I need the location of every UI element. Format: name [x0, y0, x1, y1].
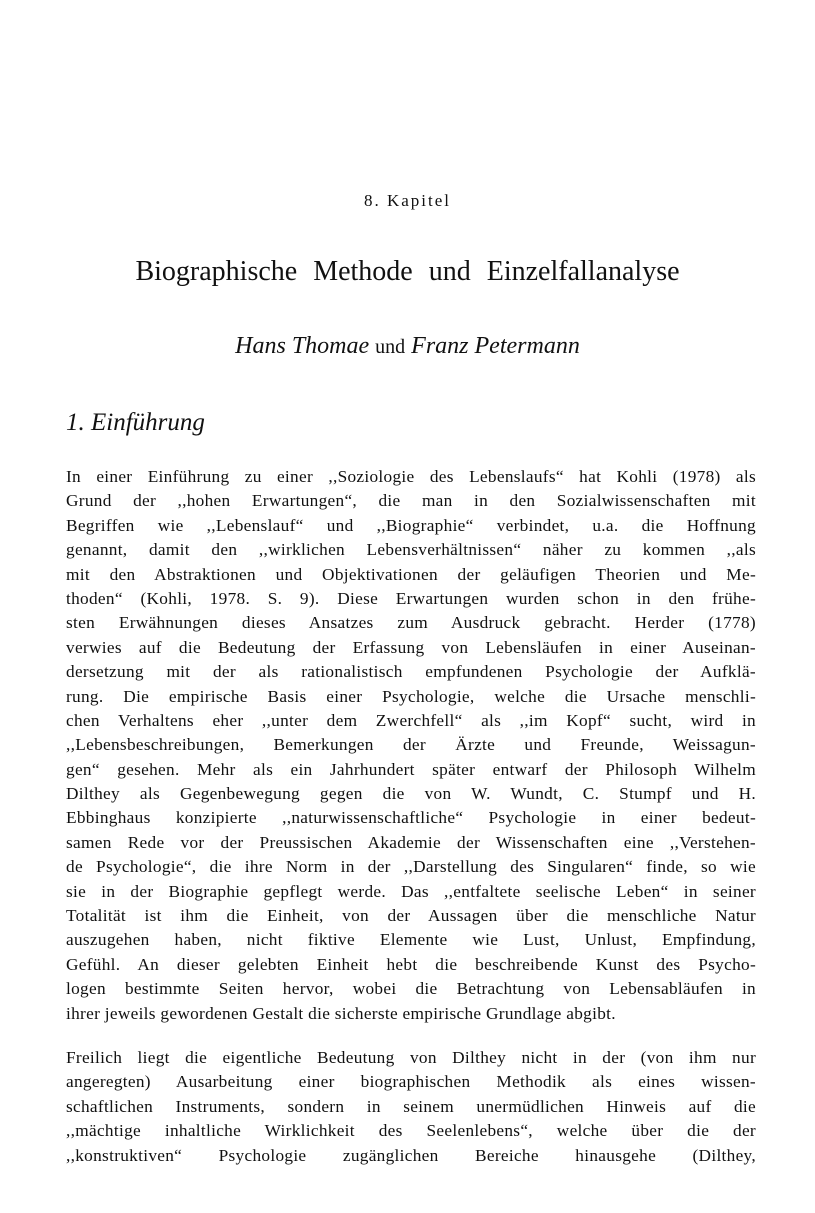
- text-line: verwies auf die Bedeutung der Erfassung von Lebensläufen in einer Auseinan-: [66, 637, 756, 657]
- text-line: Gefühl. An dieser gelebten Einheit hebt die beschreibende Kunst des Psycho-: [66, 954, 756, 974]
- text-line: Begriffen wie ,,Lebenslauf“ und ,,Biographie“ verbindet, u.a. die Hoffnung: [66, 515, 756, 535]
- text-line: Freilich liegt die eigentliche Bedeutung von Dilthey nicht in der (von ihm nur: [66, 1048, 756, 1067]
- text-line: genannt, damit den ,,wirklichen Lebensverhältnissen“ näher zu kommen ,,als: [66, 540, 756, 560]
- chapter-title: Biographische Methode und Einzelfallanalyse: [135, 256, 680, 287]
- text-line: ihrer jeweils gewordenen Gestalt die sicherste empirische Grundlage abgibt.: [66, 1003, 616, 1023]
- text-line: sie in der Biographie gepflegt werde. Das ,,entfaltete seelische Leben“ in seiner: [66, 881, 756, 901]
- author-second: Franz Petermann: [411, 333, 580, 359]
- text-line: rung. Die empirische Basis einer Psychologie, welche die Ursache menschli-: [66, 686, 756, 706]
- chapter-label: 8. Kapitel: [363, 191, 452, 210]
- text-line: logen bestimmte Seiten hervor, wobei die Betrachtung von Lebensabläufen in: [66, 979, 756, 999]
- text-line: Ebbinghaus konzipierte ,,naturwissenschaftliche“ Psychologie in einer bedeut-: [66, 808, 756, 828]
- paragraph-2: [66, 1046, 756, 1168]
- text-line: Grund der ,,hohen Erwartungen“, die man in den Sozialwissenschaften mit: [66, 491, 756, 511]
- text-line: schaftlichen Instruments, sondern in seinem unermüdlichen Hinweis auf die: [66, 1096, 756, 1116]
- text-line: thoden“ (Kohli, 1978. S. 9). Diese Erwartungen wurden schon in den frühe-: [66, 588, 756, 608]
- text-line: samen Rede vor der Preussischen Akademie der Wissenschaften eine ,,Verstehen-: [66, 832, 756, 852]
- paragraph-1: [66, 465, 756, 1026]
- author-conjunction: und: [375, 336, 406, 358]
- text-line: In einer Einführung zu einer ,,Soziologie des Lebenslaufs“ hat Kohli (1978) als: [66, 467, 756, 486]
- text-line: de Psychologie“, die ihre Norm in der ,,Darstellung des Singularen“ finde, so wie: [66, 857, 756, 877]
- text-line: gen“ gesehen. Mehr als ein Jahrhundert später entwarf der Philosoph Wilhelm: [66, 759, 756, 779]
- text-line: ,,konstruktiven“ Psychologie zugänglichen Bereiche hinausgehe (Dilthey,: [66, 1145, 756, 1165]
- text-line: ,,mächtige inhaltliche Wirklichkeit des Seelenlebens“, welche über die der: [66, 1121, 756, 1141]
- text-line: mit den Abstraktionen und Objektivationen der geläufigen Theorien und Me-: [66, 564, 756, 584]
- author-line: [0, 333, 815, 360]
- text-line: Dilthey als Gegenbewegung gegen die von W. Wundt, C. Stumpf und H.: [66, 784, 756, 804]
- text-line: dersetzung mit der als rationalistisch empfundenen Psychologie der Aufklä-: [66, 662, 756, 682]
- text-line: chen Verhaltens eher ,,unter dem Zwerchfell“ als ,,im Kopf“ sucht, wird in: [66, 710, 756, 730]
- text-line: sten Erwähnungen dieses Ansatzes zum Ausdruck gebracht. Herder (1778): [66, 613, 756, 633]
- author-first: Hans Thomae: [235, 333, 370, 359]
- text-line: auszugehen haben, nicht fiktive Elemente wie Lust, Unlust, Empfindung,: [66, 930, 756, 950]
- text-line: angeregten) Ausarbeitung einer biographischen Methodik als eines wissen-: [66, 1072, 756, 1092]
- text-line: Totalität ist ihm die Einheit, von der Aussagen über die menschliche Natur: [66, 906, 756, 926]
- section-heading: 1. Einführung: [66, 409, 205, 436]
- text-line: ,,Lebensbeschreibungen, Bemerkungen der Ärzte und Freunde, Weissagun-: [66, 735, 756, 755]
